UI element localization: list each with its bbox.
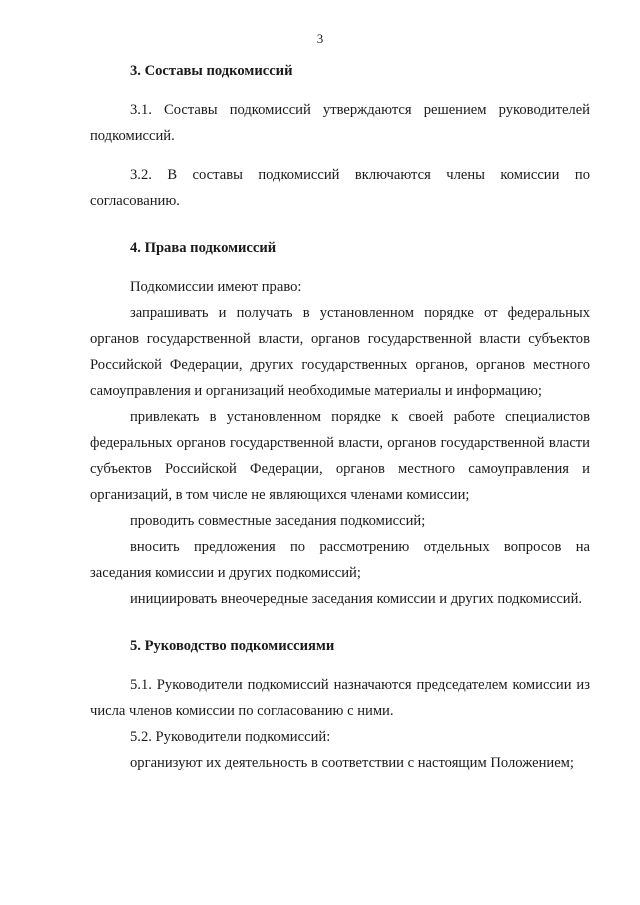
paragraph-5-item-1: организуют их деятельность в соответствии с настоящим Положением; <box>130 755 574 771</box>
section-4-heading: 4. Права подкомиссий <box>130 240 277 256</box>
paragraph-5-2: 5.2. Руководители подкомиссий: <box>130 729 331 745</box>
paragraph-3-1: 3.1. Составы подкомиссий утверждаются решением руководителей подкомиссий. <box>90 102 590 144</box>
paragraph-4-item-3: проводить совместные заседания подкомиссий; <box>130 513 426 529</box>
paragraph-3-2: 3.2. В составы подкомиссий включаются члены комиссии по согласованию. <box>90 167 590 209</box>
document-body <box>90 58 590 776</box>
section-5-heading: 5. Руководство подкомиссиями <box>130 638 335 654</box>
section-3-heading: 3. Составы подкомиссий <box>130 63 293 79</box>
page-number: 3 <box>316 31 324 46</box>
paragraph-4-item-2: привлекать в установленном порядке к своей работе специалистов федеральных органов государственной власти, органов государственной власти субъектов Российской Федерации, органов местного самоуправления и организаций, в том числе не являющихся членами комиссии; <box>90 409 590 503</box>
paragraph-4-intro: Подкомиссии имеют право: <box>130 279 302 295</box>
paragraph-4-item-4: вносить предложения по рассмотрению отдельных вопросов на заседания комиссии и других подкомиссий; <box>90 539 590 581</box>
paragraph-4-item-1: запрашивать и получать в установленном порядке от федеральных органов государственной власти, органов государственной власти субъектов Российской Федерации, других государственных органов, органов местного самоуправления и организаций необходимые материалы и информацию; <box>90 305 590 399</box>
paragraph-5-1: 5.1. Руководители подкомиссий назначаются председателем комиссии из числа членов комиссии по согласованию с ними. <box>90 677 590 719</box>
paragraph-4-item-5: инициировать внеочередные заседания комиссии и других подкомиссий. <box>130 591 583 607</box>
